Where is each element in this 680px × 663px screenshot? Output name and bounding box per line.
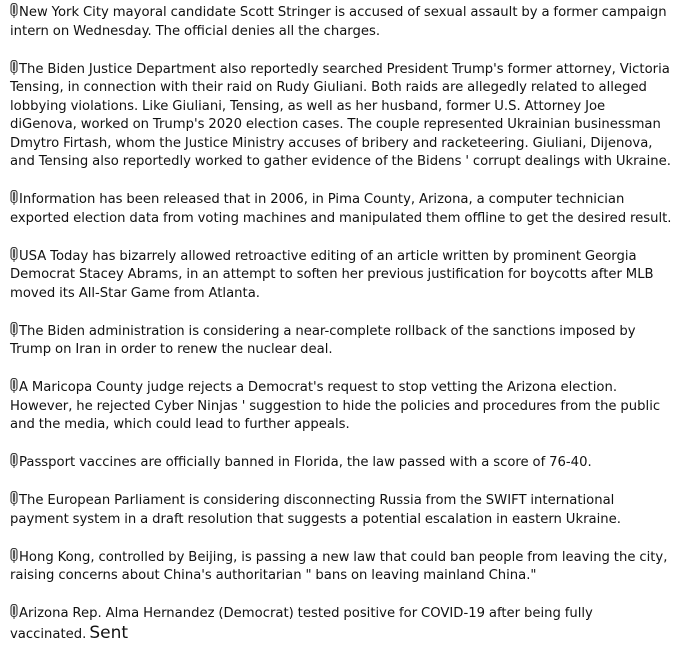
pushpin-icon xyxy=(10,453,18,468)
list-item xyxy=(10,190,675,228)
pushpin-icon xyxy=(10,604,18,619)
list-item xyxy=(10,247,675,304)
news-text: The Biden administration is considering a near-complete rollback of the sanctions imposed by Trump on Iran in order to renew the nuclear deal. xyxy=(10,323,636,357)
news-text: New York City mayoral candidate Scott Stringer is accused of sexual assault by a former campaign intern on Wednesday. The official denies all the charges. xyxy=(10,5,667,39)
pushpin-icon xyxy=(10,491,18,506)
news-text: The Biden Justice Department also reportedly searched President Trump's former attorney, Victoria Tensing, in connection with their raid on Rudy Giuliani. Both raids are allegedly related to alleged lobbying violations. Like Giuliani, Tensing, as well as her husband, former U.S. Attorney Joe diGenova, worked on Trump's 2020 election cases. The couple represented Ukrainian businessman Dmytro Firtash, whom the Justice Ministry accuses of bribery and racketeering. Giuliani, Dijenova, and Tensing also reportedly worked to gather evidence of the Bidens ' corrupt dealings with Ukraine. xyxy=(10,61,671,169)
news-feed xyxy=(10,3,675,663)
list-item xyxy=(10,3,675,41)
list-item xyxy=(10,322,675,360)
news-text: Arizona Rep. Alma Hernandez (Democrat) tested positive for COVID-19 after being fully vaccinated. xyxy=(10,606,593,642)
pushpin-icon xyxy=(10,60,18,75)
list-item xyxy=(10,60,675,172)
pushpin-icon xyxy=(10,247,18,262)
news-text: Hong Kong, controlled by Beijing, is passing a new law that could ban people from leaving the city, raising concerns about China's authoritarian " bans on leaving mainland China." xyxy=(10,549,668,583)
news-text: The European Parliament is considering disconnecting Russia from the SWIFT international payment system in a draft resolution that suggests a potential escalation in eastern Ukraine. xyxy=(10,493,621,527)
news-text: Information has been released that in 2006, in Pima County, Arizona, a computer technician exported election data from voting machines and manipulated them offline to get the desired result. xyxy=(10,192,672,226)
sent-status: Sent xyxy=(89,622,129,643)
list-item xyxy=(10,491,675,529)
news-text: USA Today has bizarrely allowed retroactive editing of an article written by prominent Georgia Democrat Stacey Abrams, in an attempt to soften her previous justification for boycotts after MLB moved its All-Star Game from Atlanta. xyxy=(10,248,654,301)
news-text: Passport vaccines are officially banned in Florida, the law passed with a score of 76-40. xyxy=(19,455,592,470)
list-item xyxy=(10,378,675,435)
pushpin-icon xyxy=(10,190,18,205)
pushpin-icon xyxy=(10,378,18,393)
list-item xyxy=(10,453,675,473)
pushpin-icon xyxy=(10,3,18,18)
list-item xyxy=(10,548,675,586)
pushpin-icon xyxy=(10,548,18,563)
news-text: A Maricopa County judge rejects a Democrat's request to stop vetting the Arizona election. However, he rejected Cyber Ninjas ' suggestion to hide the policies and procedures from the public and the media, which could lead to further appeals. xyxy=(10,380,661,432)
pushpin-icon xyxy=(10,322,18,337)
list-item xyxy=(10,604,675,644)
